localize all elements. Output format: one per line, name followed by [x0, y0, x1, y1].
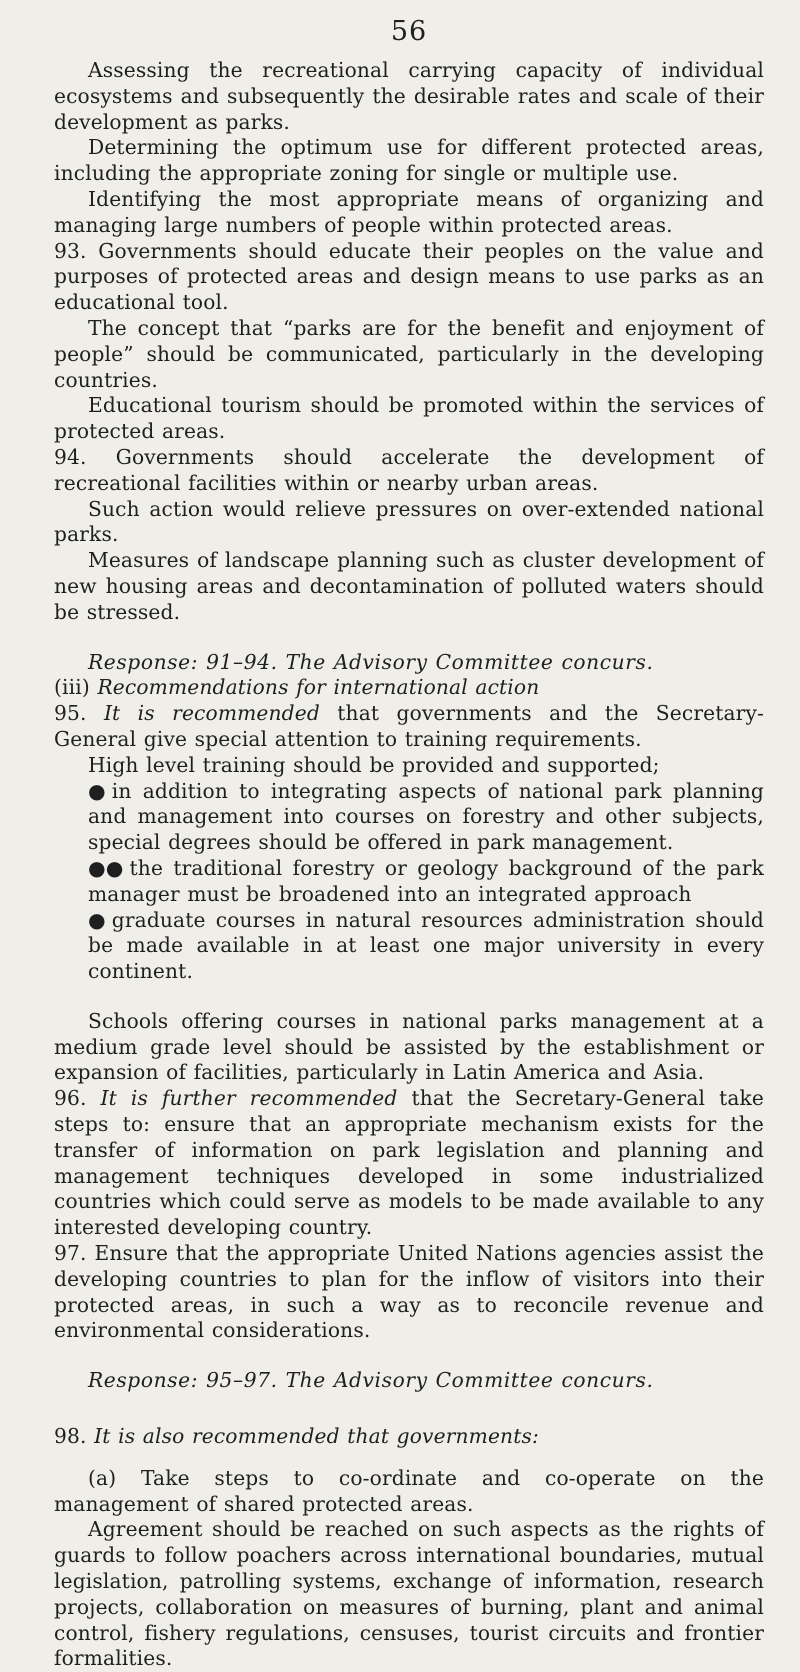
paragraph-schools: Schools offering courses in national parks management at a medium grade level should be assisted by the establishment or expansion of facilities, particularly in Latin America and Asia.: [54, 1008, 764, 1085]
paragraph-96: [54, 1086, 764, 1241]
bullet-item-forestry-background: [54, 856, 764, 908]
paragraph-93: 93. Governments should educate their peoples on the value and purposes of protected areas and design means to use parks as an educational tool.: [54, 238, 764, 315]
paragraph-agreement: Agreement should be reached on such aspects as the rights of guards to follow poachers across international boundaries, mutual legislation, patrolling systems, exchange of information, research projects, collaboration on measures of burning, plant and animal control, fishery regulations, censuses, tourist circuits and frontier formalities.: [54, 1517, 764, 1671]
response-91-94: Response: 91–94. The Advisory Committee concurs.: [88, 649, 654, 674]
document-body: [54, 58, 764, 1672]
paragraph-landscape-planning: Measures of landscape planning such as cluster development of new housing areas and decontamination of polluted waters should be stressed.: [54, 548, 764, 624]
bullet-text: graduate courses in natural resources administration should be made available in at least one major university in every continent.: [88, 907, 764, 984]
bullet-icon: ●●: [88, 855, 124, 880]
paragraph-assessing: Assessing the recreational carrying capacity of individual ecosystems and subsequently the desirable rates and scale of their development as parks.: [54, 58, 764, 134]
paragraph-96-text: that the Secretary-General take steps to: ensure that an appropriate mechanism exists for the transfer of information on park legislation and planning and management techniques developed in some industrialized countries which could serve as models to be made available to any interested developing country.: [54, 1086, 764, 1240]
section-title: Recommendations for international action: [97, 675, 540, 700]
section-number: (iii): [54, 675, 90, 700]
bullet-text: in addition to integrating aspects of national park planning and management into courses on forestry and other subjects, special degrees should be offered in park management.: [88, 778, 764, 855]
paragraph-98: [54, 1424, 764, 1450]
bullet-icon: ●: [88, 778, 106, 803]
bullet-text: the traditional forestry or geology background of the park manager must be broadened into an integrated approach: [88, 855, 764, 906]
page-number: 56: [390, 16, 428, 47]
paragraph-identifying: Identifying the most appropriate means of organizing and managing large numbers of people within protected areas.: [54, 186, 764, 237]
response-95-97: Response: 95–97. The Advisory Committee concurs.: [88, 1368, 654, 1393]
paragraph-98-emphasis: It is also recommended that governments:: [94, 1424, 539, 1449]
paragraph-95-emphasis: It is recommended: [103, 701, 320, 726]
paragraph-relieve-pressures: Such action would relieve pressures on over-extended national parks.: [54, 496, 764, 547]
bullet-item-special-degrees: [54, 779, 764, 856]
paragraph-high-level-training: High level training should be provided and supported;: [88, 752, 660, 777]
bullet-item-graduate-courses: [54, 908, 764, 985]
paragraph-96-emphasis: It is further recommended: [100, 1086, 398, 1111]
paragraph-95-text: that governments and the Secretary-General give special attention to training requirements.: [54, 701, 765, 751]
paragraph-parks-concept: The concept that “parks are for the benefit and enjoyment of people” should be communicated, particularly in the developing countries.: [54, 315, 764, 392]
paragraph-98-a: (a) Take steps to co-ordinate and co-operate on the management of shared protected areas.: [54, 1465, 764, 1516]
section-heading-iii: [54, 675, 764, 701]
bullet-icon: ●: [88, 907, 106, 932]
paragraph-95: [54, 701, 764, 753]
paragraph-98-number: 98.: [54, 1424, 87, 1449]
paragraph-96-number: 96.: [54, 1086, 87, 1111]
paragraph-95-number: 95.: [54, 701, 87, 726]
paragraph-educational-tourism: Educational tourism should be promoted within the services of protected areas.: [54, 393, 764, 444]
paragraph-97: 97. Ensure that the appropriate United Nations agencies assist the developing countries to plan for the inflow of visitors into their protected areas, in such a way as to reconcile revenue and environmental considerations.: [54, 1241, 764, 1343]
paragraph-94: 94. Governments should accelerate the development of recreational facilities within or nearby urban areas.: [54, 444, 764, 495]
paragraph-determining: Determining the optimum use for different protected areas, including the appropriate zoning for single or multiple use.: [54, 135, 764, 186]
